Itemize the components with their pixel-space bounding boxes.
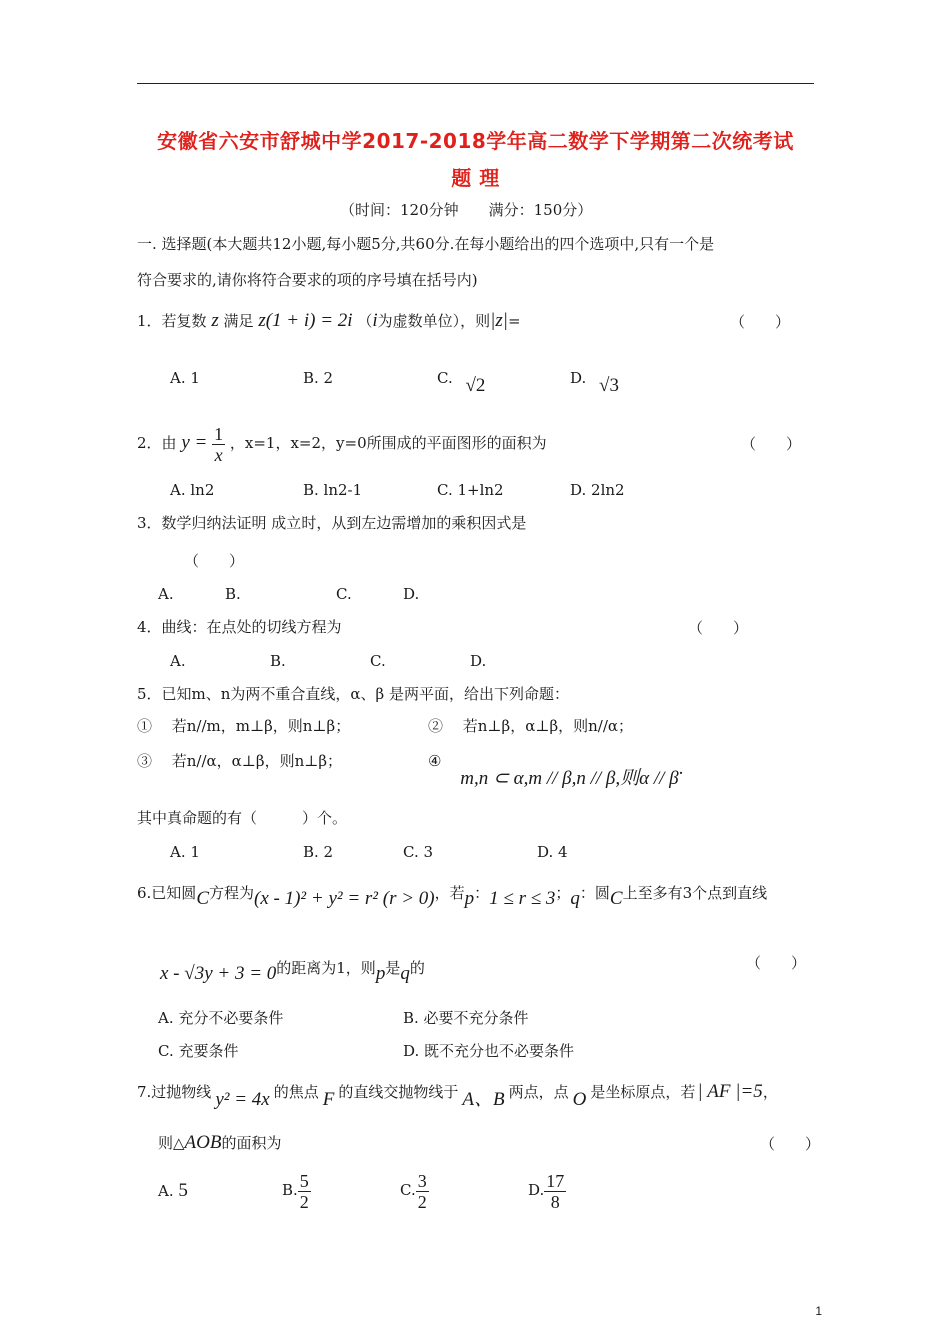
q7-mid-3: 两点，点 — [508, 1083, 569, 1101]
q6-colon-1: ： — [474, 884, 490, 902]
q6-line-equation: x - √3y + 3 = 0 — [160, 963, 277, 984]
q6-var-c: C — [196, 888, 209, 909]
q2-rest: ，x=1，x=2，y=0所围成的平面图形的面积为 — [229, 434, 547, 452]
q7-option-c-numerator: 3 — [417, 1170, 427, 1191]
exam-info: （时间：120分钟 满分：150分） — [340, 201, 593, 219]
q7-option-b-label: B. — [282, 1181, 298, 1199]
q1-equals: = — [508, 312, 521, 330]
q3-answer-paren: （ ） — [184, 552, 245, 570]
q1-option-d — [570, 368, 619, 396]
q7-mid-1: 的焦点 — [273, 1083, 319, 1101]
q5-claim-3: ③ 若n//α，α⊥β，则n⊥β； — [137, 752, 343, 770]
q7-mid-2: 的直线交抛物线于 — [338, 1083, 459, 1101]
q1-abs-z: |z| — [490, 310, 508, 331]
q1-option-d-label: D. — [570, 369, 587, 387]
q1-answer-paren: （ ） — [730, 313, 791, 331]
q6-line-2 — [160, 953, 425, 983]
q6-separator: ； — [555, 884, 571, 902]
q7-option-a-value: 5 — [178, 1180, 188, 1201]
q2-lhs: y = — [181, 432, 208, 453]
question-6 — [137, 878, 767, 908]
q1-option-d-value: √3 — [599, 375, 619, 396]
q6-mid-2: ，若 — [434, 884, 465, 902]
q5-option-d: D. 4 — [537, 843, 568, 861]
q2-numerator: 1 — [214, 423, 224, 444]
q2-option-d: D. 2ln2 — [570, 481, 625, 499]
question-1 — [137, 311, 521, 331]
q2-fraction — [212, 424, 225, 465]
q2-option-b: B. ln2-1 — [303, 481, 363, 499]
question-3: 3．数学归纳法证明 成立时，从到左边需增加的乘积因式是 — [137, 514, 527, 532]
q3-option-b: B. — [225, 585, 241, 603]
q6-var-p-2: p — [375, 963, 386, 984]
q7-option-c-label: C. — [400, 1181, 416, 1199]
question-2 — [137, 422, 547, 464]
q6-var-p: p — [464, 888, 475, 909]
q7-option-b-fraction — [298, 1171, 311, 1212]
q6-colon-2: ：圆 — [579, 884, 610, 902]
q6-circle-equation: (x - 1)² + y² = r² (r > 0) — [254, 888, 435, 909]
q1-option-c-value: √2 — [465, 375, 486, 396]
q6-line2-end: 的 — [409, 959, 425, 977]
q1-prefix: 1．若复数 — [137, 312, 207, 330]
q5-option-c: C. 3 — [403, 843, 434, 861]
q7-answer-paren: （ ） — [760, 1135, 821, 1153]
q7-option-a-label: A. — [158, 1182, 174, 1200]
title-line-1: 安徽省六安市舒城中学2017-2018学年高二数学下学期第二次统考试 — [157, 129, 794, 153]
q5-option-b: B. 2 — [303, 843, 334, 861]
q5-claim-4 — [428, 751, 684, 789]
q6-option-c: C. 充要条件 — [158, 1042, 239, 1060]
q4-answer-paren: （ ） — [688, 619, 749, 637]
q7-option-a — [158, 1181, 188, 1201]
q7-option-c — [400, 1166, 429, 1214]
q2-option-c: C. 1+ln2 — [437, 481, 504, 499]
q7-var-f: F — [322, 1089, 335, 1110]
instructions-line-1: 一. 选择题(本大题共12小题,每小题5分,共60分.在每小题给出的四个选项中,只有一个是 — [137, 235, 715, 253]
q2-prefix: 2．由 — [137, 434, 177, 452]
q1-note: 为虚数单位），则 — [377, 312, 491, 330]
q7-var-o: O — [572, 1089, 587, 1110]
page-number: 1 — [815, 1304, 822, 1318]
q6-var-q-2: q — [400, 963, 410, 984]
q7-option-d-fraction — [544, 1171, 566, 1212]
q2-answer-paren: （ ） — [741, 435, 802, 453]
q6-line2-is: 是 — [385, 959, 401, 977]
q2-denominator: x — [214, 444, 223, 465]
q5-claim-4-math: m,n ⊂ α,m // β,n // β,则α // β — [460, 768, 679, 789]
q7-option-d — [528, 1166, 566, 1214]
q7-option-b-denominator: 2 — [299, 1191, 309, 1212]
q6-answer-paren: （ ） — [746, 954, 807, 972]
title-line-2: 题 理 — [451, 166, 500, 190]
question-7 — [137, 1077, 778, 1110]
q1-mid: 满足 — [223, 312, 254, 330]
q7-option-b-numerator: 5 — [299, 1170, 309, 1191]
q3-option-a: A. — [158, 585, 174, 603]
q1-option-b: B. 2 — [303, 369, 334, 387]
q5-claim-1: ① 若n//m，m⊥β，则n⊥β； — [137, 717, 351, 735]
instructions-line-2: 符合要求的,请你将符合要求的项的序号填在括号内) — [137, 271, 478, 289]
q6-var-q: q — [570, 888, 580, 909]
q6-line2-mid: 的距离为1，则 — [276, 959, 376, 977]
q7-triangle-aob: AOB — [184, 1132, 222, 1153]
question-4: 4．曲线：在点处的切线方程为 — [137, 618, 342, 636]
q7-option-d-label: D. — [528, 1181, 545, 1199]
q5-claim-2: ② 若n⊥β，α⊥β，则n//α； — [428, 717, 634, 735]
q6-option-a: A. 充分不必要条件 — [158, 1009, 284, 1027]
q7-line-2 — [158, 1133, 282, 1153]
q5-claim-4-end: . — [678, 758, 684, 779]
q6-option-d: D. 既不充分也不必要条件 — [403, 1042, 575, 1060]
q7-parabola-equation: y² = 4x — [215, 1089, 270, 1110]
q3-option-c: C. — [336, 585, 352, 603]
q5-claim-4-label: ④ — [428, 752, 442, 770]
header-rule — [137, 83, 814, 84]
q7-option-b — [282, 1166, 311, 1214]
q6-mid-1: 方程为 — [209, 884, 255, 902]
q1-option-a: A. 1 — [170, 369, 200, 387]
q4-option-a: A. — [170, 652, 186, 670]
q1-var-i: i — [372, 310, 378, 331]
q7-prefix: 7.过抛物线 — [137, 1083, 212, 1101]
q6-prefix: 6.已知圆 — [137, 884, 197, 902]
q4-option-b: B. — [270, 652, 286, 670]
q5-tail: 其中真命题的有（ ）个。 — [137, 809, 348, 827]
q7-line2-pre: 则△ — [158, 1134, 185, 1152]
q6-condition-p: 1 ≤ r ≤ 3 — [489, 888, 556, 909]
q7-option-d-denominator: 8 — [550, 1191, 560, 1212]
q6-option-b: B. 必要不充分条件 — [403, 1009, 529, 1027]
q7-af-length: | AF |=5 — [697, 1081, 763, 1102]
q1-equation: z(1 + i) = 2i — [258, 310, 353, 331]
q6-mid-3: 上至多有3个点到直线 — [622, 884, 768, 902]
q1-note-open: （ — [357, 312, 373, 330]
q6-var-c-2: C — [609, 888, 623, 909]
q7-end: ， — [762, 1083, 778, 1101]
q7-option-c-denominator: 2 — [417, 1191, 427, 1212]
q4-option-d: D. — [470, 652, 487, 670]
q7-option-c-fraction — [416, 1171, 429, 1212]
q1-option-c-label: C. — [437, 369, 453, 387]
question-5: 5．已知m、n为两不重合直线，α、β 是两平面，给出下列命题： — [137, 685, 569, 703]
q1-option-c — [437, 368, 486, 396]
q3-option-d: D. — [403, 585, 420, 603]
q7-points-ab: A、B — [462, 1089, 505, 1110]
q7-line2-rest: 的面积为 — [221, 1134, 282, 1152]
q5-option-a: A. 1 — [170, 843, 200, 861]
q4-option-c: C. — [370, 652, 386, 670]
q7-mid-4: 是坐标原点，若 — [590, 1083, 696, 1101]
q1-var-z: z — [211, 310, 219, 331]
q2-option-a: A. ln2 — [170, 481, 215, 499]
q7-option-d-numerator: 17 — [546, 1170, 565, 1191]
